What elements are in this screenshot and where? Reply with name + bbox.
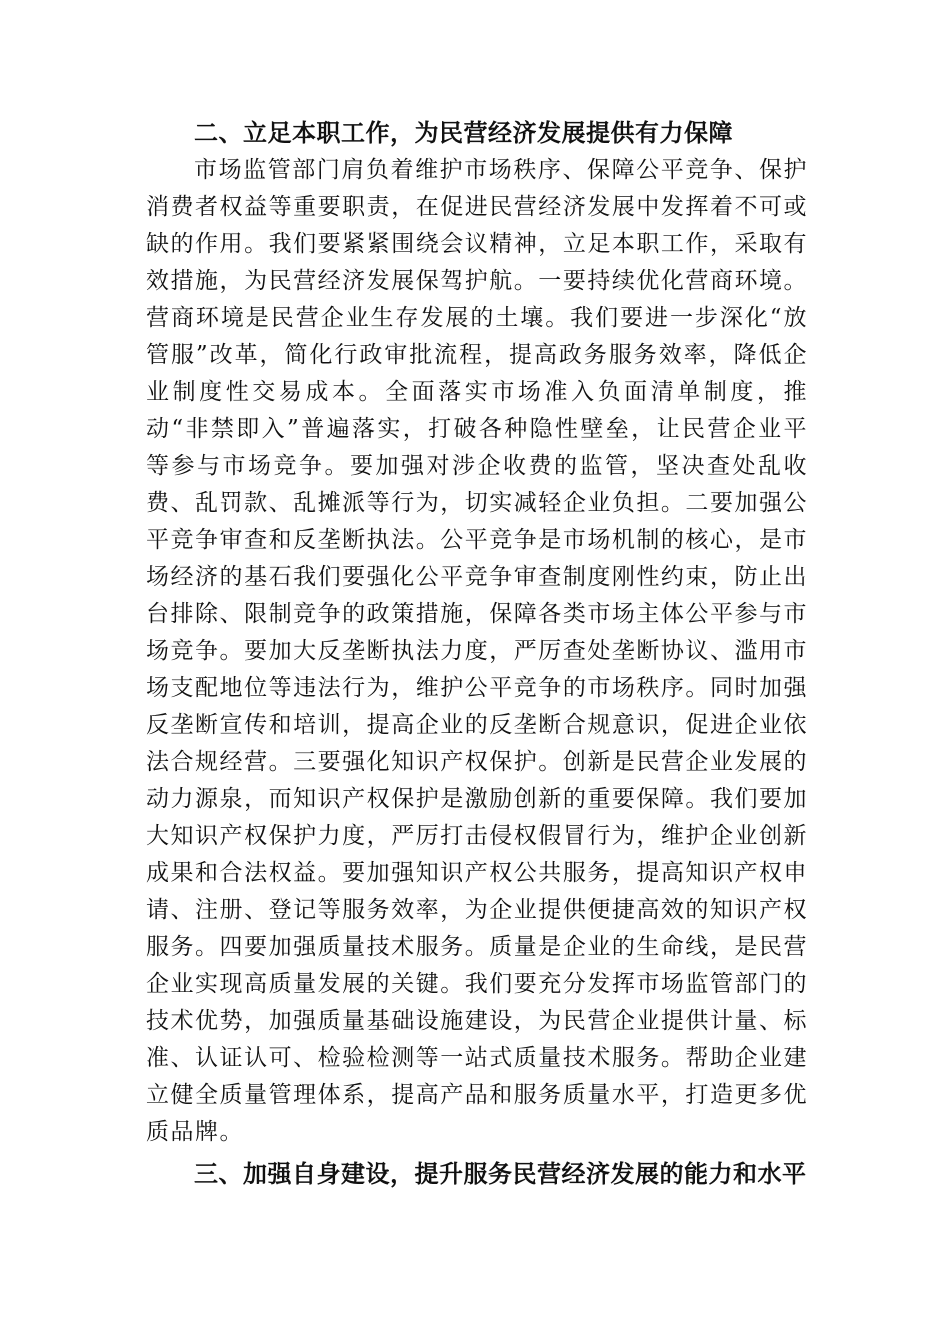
document-page xyxy=(146,114,808,1193)
section-3-heading: 三、加强自身建设，提升服务民营经济发展的能力和水平 xyxy=(194,1160,807,1188)
section-2-body: 市场监管部门肩负着维护市场秩序、保障公平竞争、保护消费者权益等重要职责，在促进民营经济发展中发挥着不可或缺的作用。我们要紧紧围绕会议精神，立足本职工作，采取有效措施，为民营经济发展保驾护航。一要持续优化营商环境。营商环境是民营企业生存发展的土壤。我们要进一步深化“放管服”改革，简化行政审批流程，提高政务服务效率，降低企业制度性交易成本。全面落实市场准入负面清单制度，推动“非禁即入”普遍落实，打破各种隐性壁垒，让民营企业平等参与市场竞争。要加强对涉企收费的监管，坚决查处乱收费、乱罚款、乱摊派等行为，切实减轻企业负担。二要加强公平竞争审查和反垄断执法。公平竞争是市场机制的核心，是市场经济的基石我们要强化公平竞争审查制度刚性约束，防止出台排除、限制竞争的政策措施，保障各类市场主体公平参与市场竞争。要加大反垄断执法力度，严厉查处垄断协议、滥用市场支配地位等违法行为，维护公平竞争的市场秩序。同时加强反垄断宣传和培训，提高企业的反垄断合规意识，促进企业依法合规经营。三要强化知识产权保护。创新是民营企业发展的动力源泉，而知识产权保护是激励创新的重要保障。我们要加大知识产权保护力度，严厉打击侵权假冒行为，维护企业创新成果和合法权益。要加强知识产权公共服务，提高知识产权申请、注册、登记等服务效率，为企业提供便捷高效的知识产权服务。四要加强质量技术服务。质量是企业的生命线，是民营企业实现高质量发展的关键。我们要充分发挥市场监管部门的技术优势，加强质量基础设施建设，为民营企业提供计量、标准、认证认可、检验检测等一站式质量技术服务。帮助企业建立健全质量管理体系，提高产品和服务质量水平，打造更多优质品牌。 xyxy=(146,157,808,1145)
section-2-heading: 二、立足本职工作，为民营经济发展提供有力保障 xyxy=(194,119,733,147)
